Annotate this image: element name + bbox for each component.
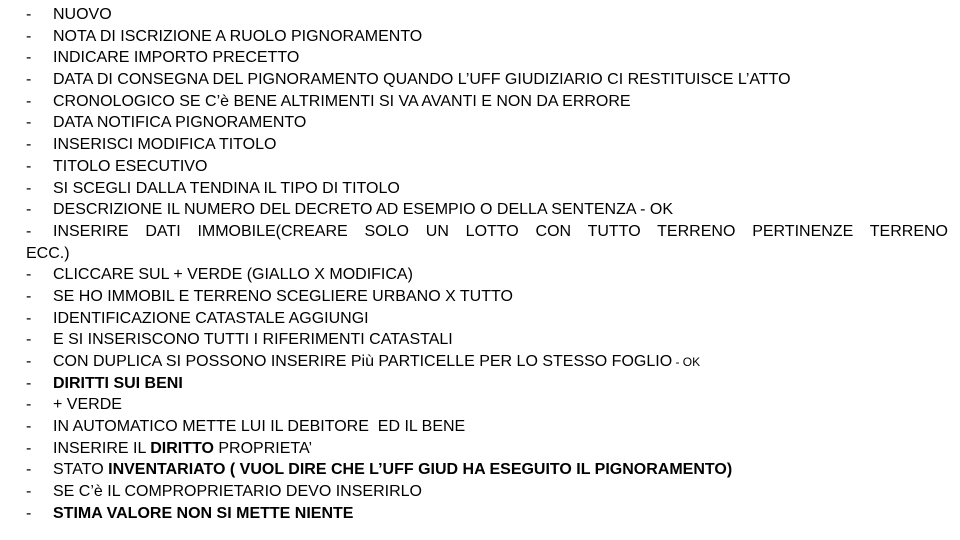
bullet-dash: - xyxy=(26,483,32,501)
list-item-bold-text: DIRITTI SUI BENI xyxy=(53,374,183,392)
bullet-dash: - xyxy=(26,27,32,45)
list-item xyxy=(26,199,948,221)
list-item-text: STATO xyxy=(53,461,109,479)
bullet-dash: - xyxy=(26,439,32,457)
list-item-text: + VERDE xyxy=(53,396,122,414)
list-item-text: E SI INSERISCONO TUTTI I RIFERIMENTI CATASTALI xyxy=(53,331,453,349)
list-item xyxy=(26,329,948,351)
list-item-text: IDENTIFICAZIONE CATASTALE AGGIUNGI xyxy=(53,309,369,327)
list-item-text: SE C’è IL COMPROPRIETARIO DEVO INSERIRLO xyxy=(53,483,422,501)
list-item xyxy=(26,91,948,113)
list-item-suffix: - OK xyxy=(672,355,701,369)
list-item-text: INSERISCI MODIFICA TITOLO xyxy=(53,136,277,154)
bullet-dash: - xyxy=(26,396,32,414)
list-item xyxy=(26,264,948,286)
list-item-text: TITOLO ESECUTIVO xyxy=(53,157,208,175)
bullet-dash: - xyxy=(26,309,32,327)
bullet-dash: - xyxy=(26,266,32,284)
list-item-bold-text: DIRITTO xyxy=(150,439,214,457)
document-body xyxy=(26,4,948,525)
list-item-text: DATA DI CONSEGNA DEL PIGNORAMENTO QUANDO L’UFF GIUDIZIARIO CI RESTITUISCE L’ATTO xyxy=(53,71,791,89)
list-item-text: INSERIRE IL xyxy=(53,439,151,457)
bullet-dash: - xyxy=(26,201,32,219)
list-item xyxy=(26,47,948,69)
list-item xyxy=(26,286,948,308)
list-item xyxy=(26,308,948,330)
list-item-text: CRONOLOGICO SE C’è BENE ALTRIMENTI SI VA AVANTI E NON DA ERRORE xyxy=(53,92,631,110)
list-item xyxy=(26,156,948,178)
list-item xyxy=(26,438,948,460)
list-item xyxy=(26,373,948,395)
list-item-text: CON DUPLICA SI POSSONO INSERIRE Più PARTICELLE PER LO STESSO FOGLIO xyxy=(53,353,673,370)
bullet-dash: - xyxy=(26,222,32,240)
list-item-text: INSERIRE DATI IMMOBILE(CREARE SOLO UN LOTTO CON TUTTO TERRENO PERTINENZE TERRENO xyxy=(53,222,948,240)
list-item-text: IN AUTOMATICO METTE LUI IL DEBITORE ED IL BENE xyxy=(53,418,466,436)
list-item xyxy=(26,112,948,134)
bullet-dash: - xyxy=(26,353,32,370)
list-item xyxy=(26,481,948,503)
bullet-dash: - xyxy=(26,71,32,89)
list-item-text: SE HO IMMOBIL E TERRENO SCEGLIERE URBANO X TUTTO xyxy=(53,287,513,305)
list-item xyxy=(26,416,948,438)
list-item-text: DESCRIZIONE IL NUMERO DEL DECRETO AD ESEMPIO O DELLA SENTENZA - OK xyxy=(53,201,673,219)
list-item-text: INDICARE IMPORTO PRECETTO xyxy=(53,49,300,67)
list-item xyxy=(26,4,948,26)
bullet-dash: - xyxy=(26,374,32,392)
bullet-dash: - xyxy=(26,92,32,110)
bullet-dash: - xyxy=(26,49,32,67)
bullet-dash: - xyxy=(26,136,32,154)
list-item-text: DATA NOTIFICA PIGNORAMENTO xyxy=(53,114,307,132)
bullet-dash: - xyxy=(26,331,32,349)
bullet-dash: - xyxy=(26,114,32,132)
list-item xyxy=(26,134,948,156)
list-item xyxy=(26,351,948,373)
list-item-continuation: ECC.) xyxy=(26,244,70,262)
list-item-bold-text: STIMA VALORE NON SI METTE NIENTE xyxy=(53,504,354,522)
list-item-text: SI SCEGLI DALLA TENDINA IL TIPO DI TITOLO xyxy=(53,179,400,197)
bullet-dash: - xyxy=(26,504,32,522)
bullet-dash: - xyxy=(26,157,32,175)
list-item xyxy=(26,69,948,91)
bullet-dash: - xyxy=(26,418,32,436)
list-item xyxy=(26,221,948,243)
list-item-text: NOTA DI ISCRIZIONE A RUOLO PIGNORAMENTO xyxy=(53,27,423,45)
bullet-dash: - xyxy=(26,6,32,23)
list-item xyxy=(26,26,948,48)
list-item-text-after: PROPRIETA’ xyxy=(213,439,313,457)
list-item xyxy=(26,394,948,416)
list-item xyxy=(26,503,948,525)
bullet-dash: - xyxy=(26,287,32,305)
list-item xyxy=(26,459,948,481)
list-item-text: CLICCARE SUL + VERDE (GIALLO X MODIFICA) xyxy=(53,266,413,284)
list-item-bold-text: INVENTARIATO ( VUOL DIRE CHE L’UFF GIUD HA ESEGUITO IL PIGNORAMENTO) xyxy=(108,461,733,479)
bullet-dash: - xyxy=(26,461,32,479)
list-item-text: NUOVO xyxy=(53,6,112,23)
list-item xyxy=(26,178,948,200)
bullet-dash: - xyxy=(26,179,32,197)
